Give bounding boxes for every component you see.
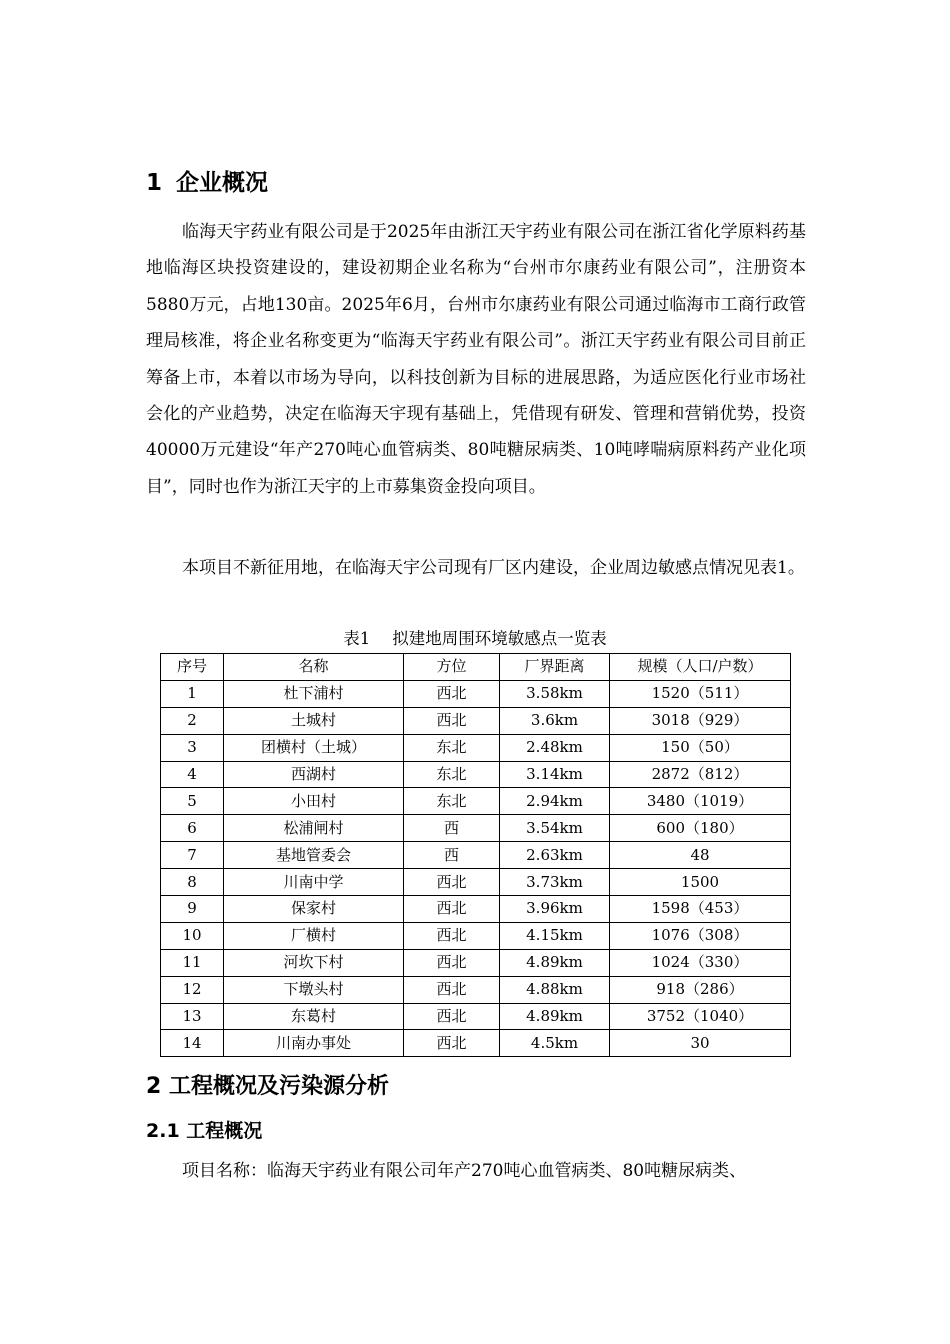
sensitive-points-table <box>160 653 791 1057</box>
cell-scale: 1500 <box>610 869 791 896</box>
table-row <box>161 869 791 896</box>
table-row <box>161 976 791 1003</box>
cell-scale: 2872（812） <box>610 761 791 788</box>
header-scale: 规模（人口/户数） <box>610 654 791 681</box>
cell-scale: 150（50） <box>610 734 791 761</box>
cell-direction: 西北 <box>404 1030 500 1057</box>
cell-scale: 3018（929） <box>610 707 791 734</box>
section-1-paragraph-1: 临海天宇药业有限公司是于2025年由浙江天宇药业有限公司在浙江省化学原料药基地临海区块投资建设的，建设初期企业名称为“台州市尔康药业有限公司”，注册资本5880万元，占地130亩。2025年6月，台州市尔康药业有限公司通过临海市工商行政管理局核准，将企业名称变更为“临海天宇药业有限公司”。浙江天宇药业有限公司目前正筹备上市，本着以市场为导向，以科技创新为目标的进展思路，为适应医化行业市场社会化的产业趋势，决定在临海天宇现有基础上，凭借现有研发、管理和营销优势，投资40000万元建设“年产270吨心血管病类、80吨糖尿病类、10吨哮喘病原料药产业化项目”，同时也作为浙江天宇的上市募集资金投向项目。 <box>146 222 806 497</box>
cell-name: 下墩头村 <box>224 976 404 1003</box>
cell-name: 西湖村 <box>224 761 404 788</box>
cell-name: 团横村（土城） <box>224 734 404 761</box>
cell-distance: 4.5km <box>500 1030 610 1057</box>
cell-distance: 3.6km <box>500 707 610 734</box>
table-row <box>161 842 791 869</box>
cell-scale: 30 <box>610 1030 791 1057</box>
cell-distance: 4.89km <box>500 1003 610 1030</box>
table-row <box>161 949 791 976</box>
cell-index: 14 <box>161 1030 224 1057</box>
section-2-heading: 2 工程概况及污染源分析 <box>146 1074 389 1099</box>
cell-direction: 西北 <box>404 949 500 976</box>
header-index: 序号 <box>161 654 224 681</box>
cell-index: 13 <box>161 1003 224 1030</box>
cell-scale: 918（286） <box>610 976 791 1003</box>
cell-scale: 3480（1019） <box>610 788 791 815</box>
cell-scale: 1598（453） <box>610 896 791 923</box>
table-row <box>161 922 791 949</box>
cell-direction: 西 <box>404 815 500 842</box>
cell-scale: 3752（1040） <box>610 1003 791 1030</box>
section-1-heading <box>146 166 268 200</box>
cell-distance: 4.89km <box>500 949 610 976</box>
cell-direction: 西北 <box>404 707 500 734</box>
cell-index: 10 <box>161 922 224 949</box>
section-1-title: 企业概况 <box>176 170 269 196</box>
cell-scale: 1520（511） <box>610 680 791 707</box>
cell-index: 5 <box>161 788 224 815</box>
cell-index: 6 <box>161 815 224 842</box>
cell-distance: 3.58km <box>500 680 610 707</box>
cell-index: 1 <box>161 680 224 707</box>
cell-direction: 西北 <box>404 976 500 1003</box>
table-row <box>161 761 791 788</box>
table-row <box>161 1030 791 1057</box>
cell-name: 保家村 <box>224 896 404 923</box>
cell-scale: 1076（308） <box>610 922 791 949</box>
cell-scale: 600（180） <box>610 815 791 842</box>
table-1-caption-label: 表1 <box>343 629 371 648</box>
header-direction: 方位 <box>404 654 500 681</box>
section-1-number: 1 <box>146 170 163 196</box>
table-row <box>161 896 791 923</box>
cell-distance: 3.14km <box>500 761 610 788</box>
cell-direction: 西 <box>404 842 500 869</box>
cell-direction: 西北 <box>404 680 500 707</box>
cell-index: 2 <box>161 707 224 734</box>
cell-name: 松浦闸村 <box>224 815 404 842</box>
cell-direction: 东北 <box>404 788 500 815</box>
cell-direction: 西北 <box>404 1003 500 1030</box>
cell-direction: 西北 <box>404 896 500 923</box>
cell-name: 东葛村 <box>224 1003 404 1030</box>
cell-name: 小田村 <box>224 788 404 815</box>
cell-name: 土城村 <box>224 707 404 734</box>
cell-index: 9 <box>161 896 224 923</box>
cell-index: 4 <box>161 761 224 788</box>
table-1-caption-title: 拟建地周围环境敏感点一览表 <box>392 629 607 648</box>
cell-index: 7 <box>161 842 224 869</box>
section-2-1-paragraph-1: 项目名称：临海天宇药业有限公司年产270吨心血管病类、80吨糖尿病类、 <box>182 1161 747 1181</box>
header-distance: 厂界距离 <box>500 654 610 681</box>
cell-distance: 4.15km <box>500 922 610 949</box>
section-2-1-heading: 2.1 工程概况 <box>146 1120 263 1142</box>
table-1-caption <box>160 626 790 652</box>
table-row <box>161 680 791 707</box>
cell-index: 8 <box>161 869 224 896</box>
cell-scale: 48 <box>610 842 791 869</box>
table-row <box>161 815 791 842</box>
cell-name: 河坎下村 <box>224 949 404 976</box>
cell-distance: 2.63km <box>500 842 610 869</box>
table-row <box>161 788 791 815</box>
cell-distance: 3.73km <box>500 869 610 896</box>
cell-index: 3 <box>161 734 224 761</box>
cell-direction: 东北 <box>404 761 500 788</box>
cell-name: 基地管委会 <box>224 842 404 869</box>
cell-scale: 1024（330） <box>610 949 791 976</box>
section-1-paragraph-2: 本项目不新征用地，在临海天宇公司现有厂区内建设，企业周边敏感点情况见表1。 <box>182 558 805 578</box>
cell-index: 11 <box>161 949 224 976</box>
cell-distance: 4.88km <box>500 976 610 1003</box>
table-header-row <box>161 654 791 681</box>
cell-name: 川南中学 <box>224 869 404 896</box>
cell-direction: 西北 <box>404 922 500 949</box>
cell-name: 杜下浦村 <box>224 680 404 707</box>
cell-direction: 东北 <box>404 734 500 761</box>
cell-distance: 2.48km <box>500 734 610 761</box>
table-row <box>161 707 791 734</box>
cell-index: 12 <box>161 976 224 1003</box>
header-name: 名称 <box>224 654 404 681</box>
cell-distance: 3.96km <box>500 896 610 923</box>
cell-distance: 3.54km <box>500 815 610 842</box>
table-row <box>161 734 791 761</box>
cell-name: 厂横村 <box>224 922 404 949</box>
table-row <box>161 1003 791 1030</box>
cell-distance: 2.94km <box>500 788 610 815</box>
cell-direction: 西北 <box>404 869 500 896</box>
cell-name: 川南办事处 <box>224 1030 404 1057</box>
